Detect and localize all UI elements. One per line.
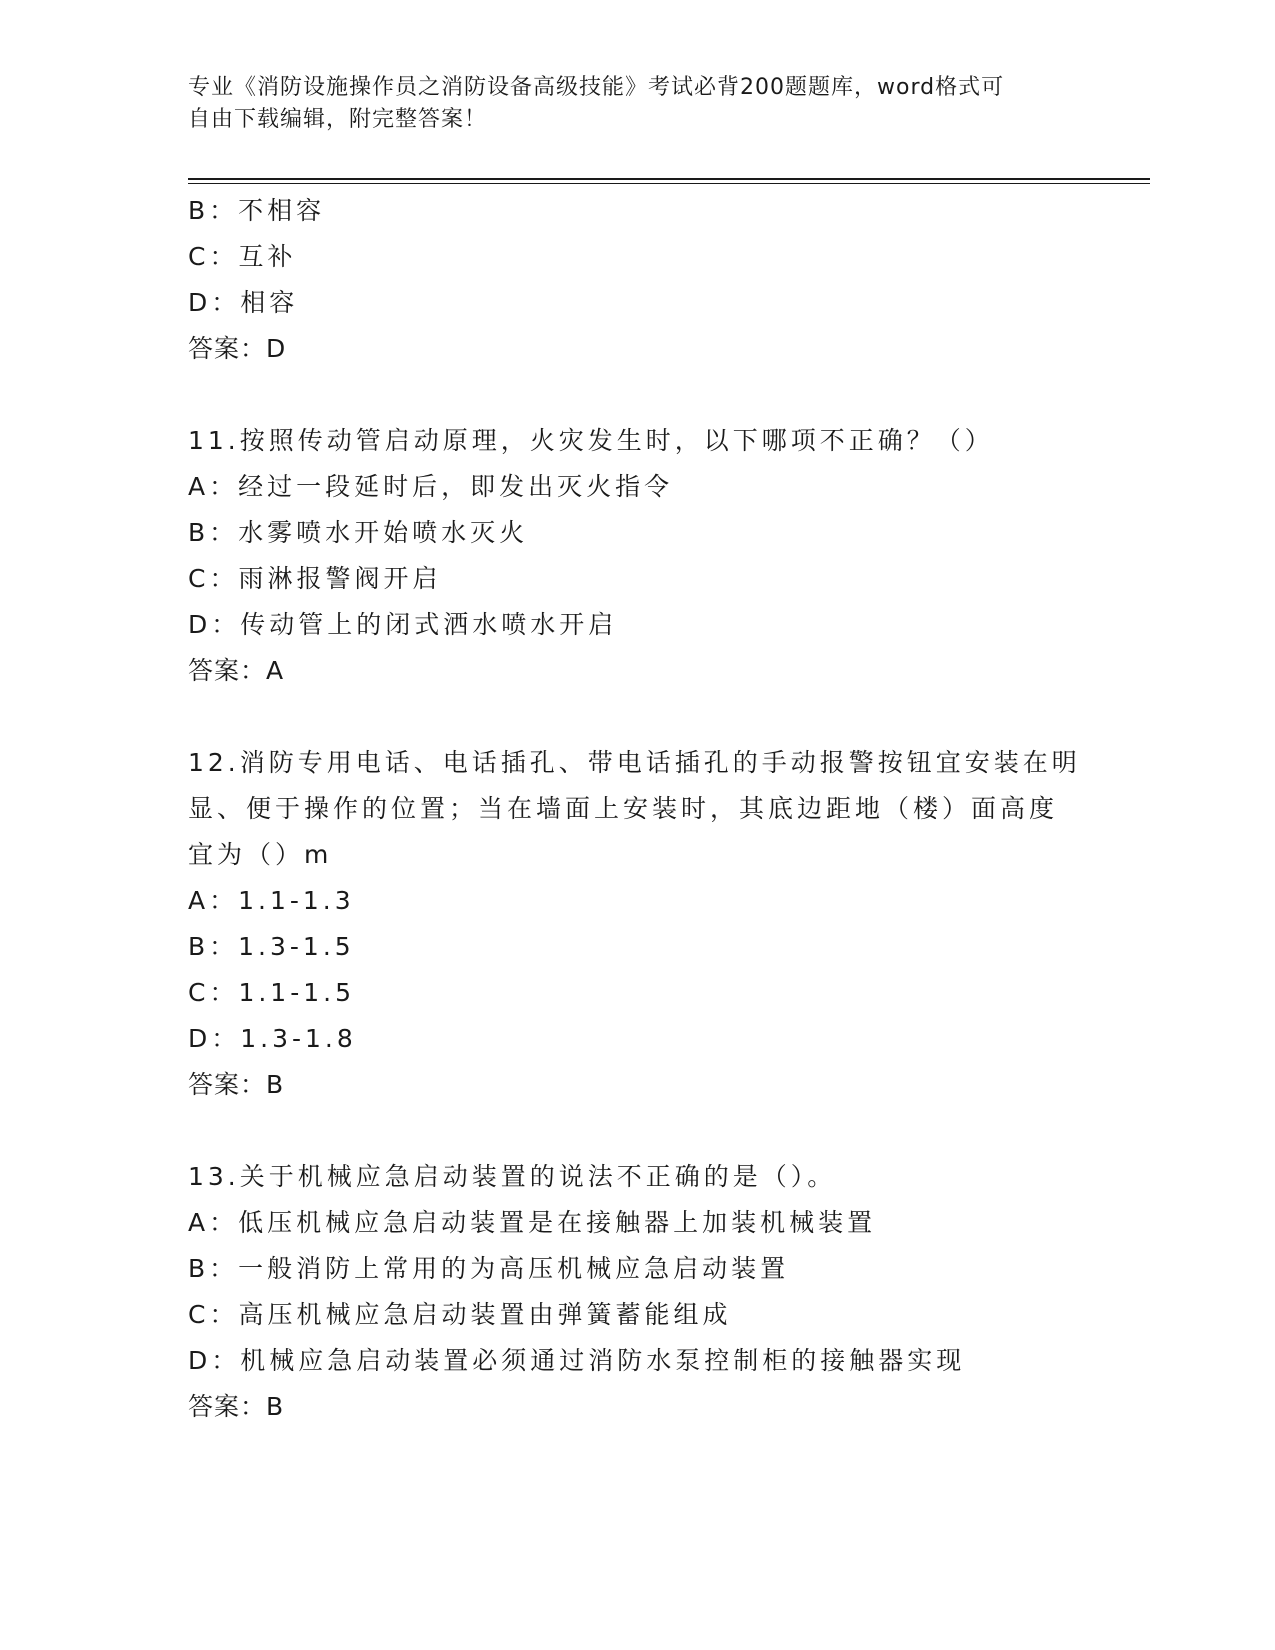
question-13-option-d: D：机械应急启动装置必须通过消防水泵控制柜的接触器实现: [188, 1346, 966, 1375]
question-11-answer: 答案：A: [188, 656, 285, 685]
header-line-1: 专业《消防设施操作员之消防设备高级技能》考试必背200题题库，word格式可: [188, 75, 1005, 100]
question-13-option-a: A：低压机械应急启动装置是在接触器上加装机械装置: [188, 1208, 877, 1237]
question-11-option-c: C：雨淋报警阀开启: [188, 564, 442, 593]
header-rule-thin: [188, 183, 1150, 184]
question-11-option-d: D：传动管上的闭式洒水喷水开启: [188, 610, 618, 639]
spacer: [188, 1108, 1148, 1154]
spacer: [188, 694, 1148, 740]
question-11-option-a: A：经过一段延时后，即发出灭火指令: [188, 472, 674, 501]
question-10-answer: 答案：D: [188, 334, 287, 363]
question-12-option-a: A：1.1-1.3: [188, 886, 355, 915]
question-13: [188, 1154, 1148, 1430]
question-11-stem: 11.按照传动管启动原理，火灾发生时，以下哪项不正确？（）: [188, 426, 994, 455]
question-12-stem-line-1: 12.消防专用电话、电话插孔、带电话插孔的手动报警按钮宜安装在明: [188, 748, 1081, 777]
question-12-answer: 答案：B: [188, 1070, 285, 1099]
header-line-2: 自由下载编辑，附完整答案！: [188, 107, 488, 132]
question-12-stem-line-3: 宜为（）m: [188, 840, 333, 869]
question-12-option-d: D：1.3-1.8: [188, 1024, 357, 1053]
question-11: [188, 418, 1148, 694]
question-10-option-c: C：互补: [188, 242, 297, 271]
question-13-option-b: B：一般消防上常用的为高压机械应急启动装置: [188, 1254, 790, 1283]
question-13-stem: 13.关于机械应急启动装置的说法不正确的是（）。: [188, 1162, 837, 1191]
question-list: [188, 188, 1148, 1430]
question-12-stem-line-2: 显、便于操作的位置；当在墙面上安装时，其底边距地（楼）面高度: [188, 794, 1059, 823]
question-10: [188, 188, 1148, 372]
question-12-option-c: C：1.1-1.5: [188, 978, 355, 1007]
question-13-option-c: C：高压机械应急启动装置由弹簧蓄能组成: [188, 1300, 732, 1329]
question-10-option-d: D：相容: [188, 288, 299, 317]
question-12: [188, 740, 1148, 1108]
question-10-option-b: B：不相容: [188, 196, 326, 225]
question-11-option-b: B：水雾喷水开始喷水灭火: [188, 518, 529, 547]
header-rule-thick: [188, 178, 1150, 180]
question-13-answer: 答案：B: [188, 1392, 285, 1421]
spacer: [188, 372, 1148, 418]
document-header: [188, 72, 1088, 136]
question-12-option-b: B：1.3-1.5: [188, 932, 355, 961]
